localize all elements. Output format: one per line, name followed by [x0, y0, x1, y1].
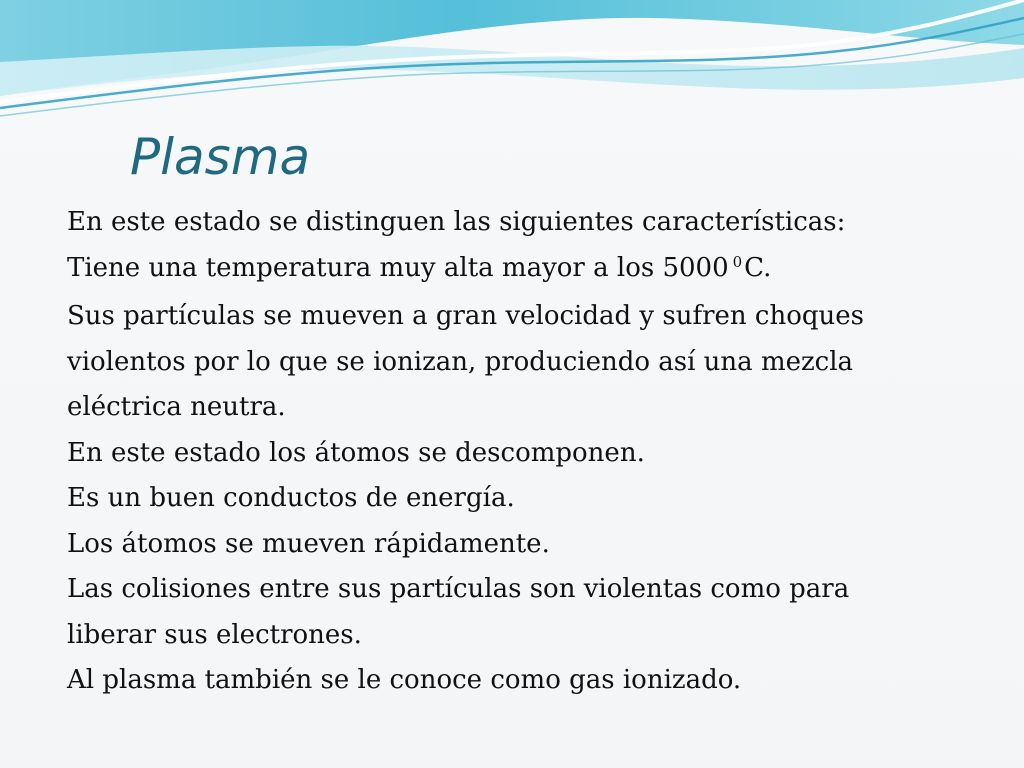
content-line: Es un buen conductos de energía.: [67, 483, 515, 513]
content-line: Sus partículas se mueven a gran velocidad y sufren choques: [67, 301, 864, 331]
content-line: Las colisiones entre sus partículas son violentas como para: [67, 574, 850, 604]
content-line: Los átomos se mueven rápidamente.: [67, 528, 550, 559]
content-line: Al plasma también se le conoce como gas ionizado.: [67, 665, 742, 695]
content-line-temperature: [67, 246, 997, 295]
content-line: liberar sus electrones.: [67, 619, 362, 650]
temperature-unit: C.: [744, 252, 772, 283]
decorative-wave-header: [0, 0, 1024, 130]
content-line: En este estado se distinguen las siguientes características:: [67, 207, 846, 237]
content-line: En este estado los átomos se descomponen.: [67, 437, 645, 468]
content-line: eléctrica neutra.: [67, 392, 286, 422]
degree-superscript: 0: [732, 252, 743, 271]
content-line: violentos por lo que se ionizan, produciendo así una mezcla: [67, 346, 854, 377]
slide-title: Plasma: [130, 128, 311, 186]
temperature-text: Tiene una temperatura muy alta mayor a los 5000: [67, 252, 729, 283]
content-body: [67, 200, 997, 704]
